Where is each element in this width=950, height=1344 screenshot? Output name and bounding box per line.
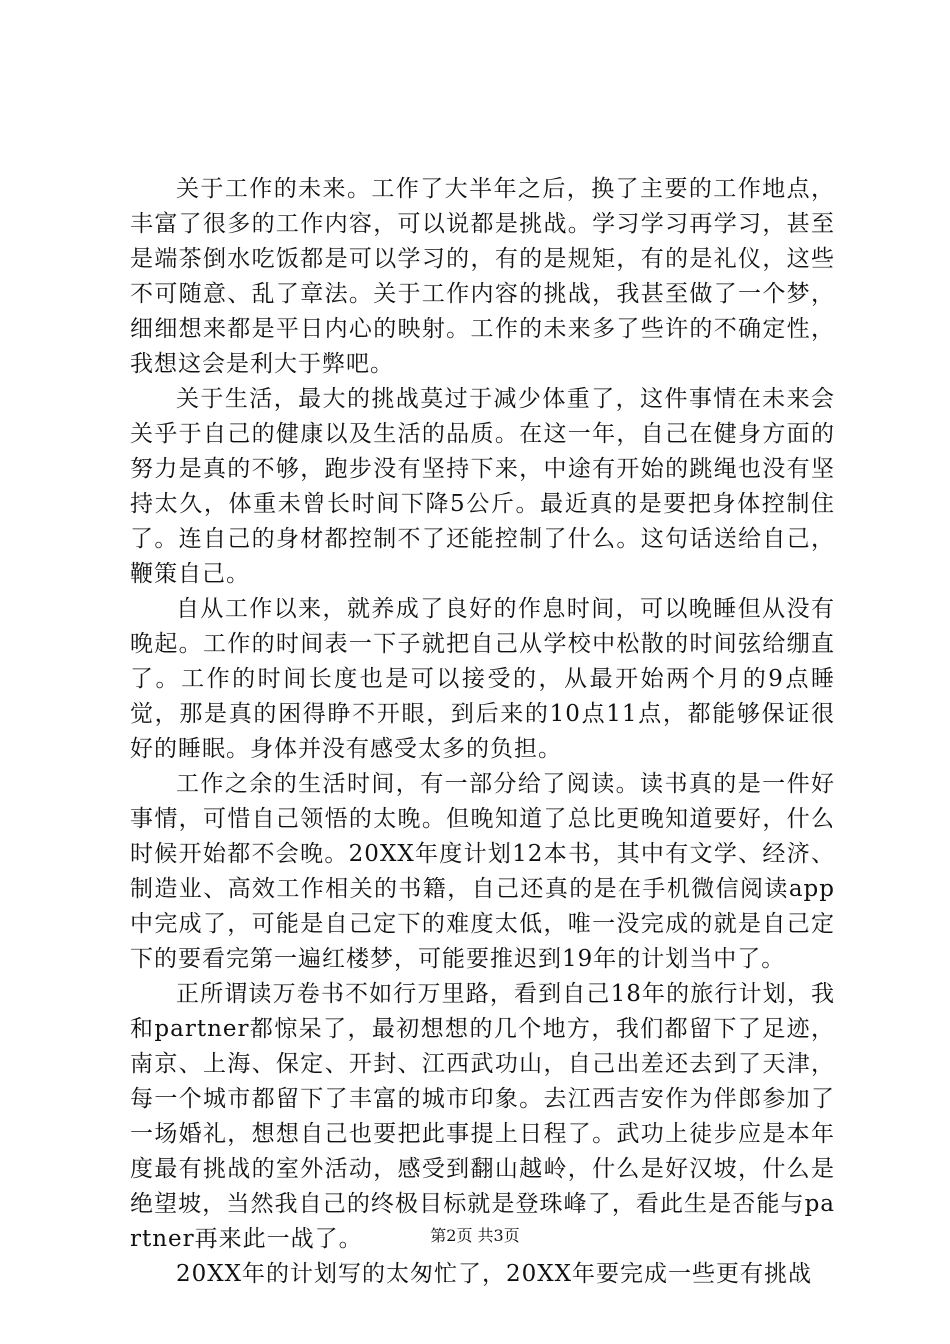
document-body: [130, 172, 835, 1292]
paragraph-schedule: 自从工作以来，就养成了良好的作息时间，可以晚睡但从没有晚起。工作的时间表一下子就把自己从学校中松散的时间弦给绷直了。工作的时间长度也是可以接受的，从最开始两个月的9点睡觉，那是真的困得睁不开眼，到后来的10点11点，都能够保证很好的睡眠。身体并没有感受太多的负担。: [130, 596, 835, 762]
paragraph-work-future: 关于工作的未来。工作了大半年之后，换了主要的工作地点，丰富了很多的工作内容，可以说都是挑战。学习学习再学习，甚至是端茶倒水吃饭都是可以学习的，有的是规矩，有的是礼仪，这些不可随意、乱了章法。关于工作内容的挑战，我甚至做了一个梦，细细想来都是平日内心的映射。工作的未来多了些许的不确定性，我想这会是利大于弊吧。: [130, 176, 835, 377]
paragraph-plan: 20XX年的计划写的太匆忙了，20XX年要完成一些更有挑战: [176, 1261, 813, 1287]
page-number-footer: 第2页 共3页: [430, 1226, 520, 1245]
paragraph-reading: 工作之余的生活时间，有一部分给了阅读。读书真的是一件好事情，可惜自己领悟的太晚。但晚知道了总比更晚知道要好，什么时候开始都不会晚。20XX年度计划12本书，其中有文学、经济、制造业、高效工作相关的书籍，自己还真的是在手机微信阅读app中完成了，可能是自己定下的难度太低，唯一没完成的就是自己定下的要看完第一遍红楼梦，可能要推迟到19年的计划当中了。: [130, 771, 835, 972]
paragraph-travel: 正所谓读万卷书不如行万里路，看到自己18年的旅行计划，我和partner都惊呆了，最初想想的几个地方，我们都留下了足迹，南京、上海、保定、开封、江西武功山，自己出差还去到了天津，每一个城市都留下了丰富的城市印象。去江西吉安作为伴郎参加了一场婚礼，想想自己也要把此事提上日程了。武功上徒步应是本年度最有挑战的室外活动，感受到翻山越岭，什么是好汉坡，什么是绝望坡，当然我自己的终极目标就是登珠峰了，看此生是否能与partner再来此一战了。: [130, 981, 835, 1252]
paragraph-life-weight: 关于生活，最大的挑战莫过于减少体重了，这件事情在未来会关乎于自己的健康以及生活的品质。在这一年，自己在健身方面的努力是真的不够，跑步没有坚持下来，中途有开始的跳绳也没有坚持太久，体重未曾长时间下降5公斤。最近真的是要把身体控制住了。连自己的身材都控制不了还能控制了什么。这句话送给自己，鞭策自己。: [130, 386, 835, 587]
